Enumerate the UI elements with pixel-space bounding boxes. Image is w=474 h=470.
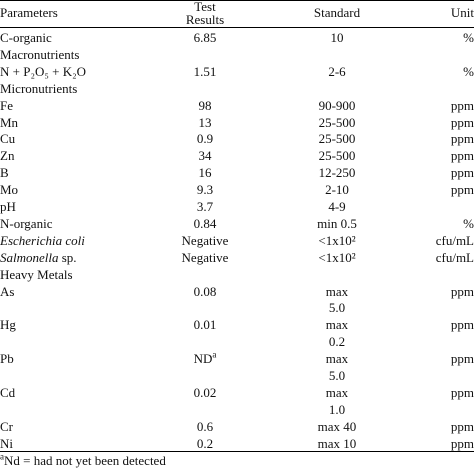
cell-test-result-value: 0.9 xyxy=(196,131,214,147)
table-row xyxy=(0,148,474,163)
cell-test-result xyxy=(136,284,274,299)
cell-test-result xyxy=(136,165,274,180)
cell-parameter: Ni xyxy=(0,435,13,451)
cell-standard: 25-500 xyxy=(318,131,356,147)
cell-standard: 10 xyxy=(330,30,344,45)
cell-standard: 25-500 xyxy=(318,148,356,164)
cell-unit: ppm xyxy=(450,131,474,147)
header-test-results xyxy=(136,0,274,26)
cell-parameter: Escherichia coli xyxy=(0,232,85,248)
cell-test-result-value: 16 xyxy=(198,165,212,181)
cell-standard: min 0.5 xyxy=(317,215,357,231)
cell-test-result-value: 98 xyxy=(198,97,212,113)
cell-parameter: Cu xyxy=(0,131,16,147)
table-row xyxy=(0,199,474,214)
cell-standard: 1.0 xyxy=(328,401,346,417)
cell-standard: 25-500 xyxy=(318,114,356,130)
cell-standard: max xyxy=(325,351,349,367)
cell-test-result-value: 0.84 xyxy=(193,215,217,231)
cell-unit: % xyxy=(463,63,474,79)
cell-test-result-value: 0.08 xyxy=(193,283,217,299)
cell-parameter: pH xyxy=(0,199,16,214)
table-row xyxy=(0,385,474,400)
cell-parameter: Heavy Metals xyxy=(0,266,73,282)
table-row xyxy=(0,300,474,315)
cell-standard: max 40 xyxy=(317,418,357,434)
footnote xyxy=(0,453,166,468)
cell-test-result xyxy=(136,30,274,45)
table-row xyxy=(0,165,474,180)
table-row xyxy=(0,334,474,349)
cell-test-result-value: 0.2 xyxy=(196,435,214,451)
cell-test-result xyxy=(136,148,274,163)
header-standard: Standard xyxy=(313,5,361,20)
cell-test-result-value: Negative xyxy=(181,249,229,265)
cell-unit: % xyxy=(463,30,474,45)
cell-parameter: B xyxy=(0,165,9,181)
cell-unit: ppm xyxy=(450,283,474,299)
cell-test-result-value: 34 xyxy=(198,148,212,164)
table-row xyxy=(0,182,474,197)
cell-standard: max xyxy=(325,384,349,400)
cell-standard: 5.0 xyxy=(328,300,346,316)
cell-unit: ppm xyxy=(450,384,474,400)
cell-parameter: Mn xyxy=(0,114,19,130)
cell-test-result-value: 0.02 xyxy=(193,384,217,400)
table-bottom-rule xyxy=(0,451,474,452)
cell-parameter xyxy=(0,250,77,265)
cell-standard: max 10 xyxy=(317,435,357,451)
cell-unit: ppm xyxy=(450,165,474,181)
cell-parameter: Cd xyxy=(0,384,16,400)
cell-test-result xyxy=(136,419,274,434)
cell-standard: max xyxy=(325,317,349,333)
cell-unit: ppm xyxy=(450,418,474,434)
cell-parameter: Pb xyxy=(0,351,14,367)
cell-test-result xyxy=(136,182,274,197)
cell-test-result xyxy=(136,131,274,146)
cell-test-result-value: 6.85 xyxy=(193,30,217,45)
cell-standard: max xyxy=(325,283,349,299)
table-row xyxy=(0,47,474,62)
cell-test-result-value: ND xyxy=(193,351,213,367)
cell-unit: cfu/mL xyxy=(435,232,474,248)
table-row xyxy=(0,115,474,130)
cell-test-result-value: 1.51 xyxy=(193,63,217,79)
cell-standard: <1x10² xyxy=(318,232,356,248)
table-row xyxy=(0,351,474,366)
cell-standard: 0.2 xyxy=(328,334,346,350)
cell-unit: cfu/mL xyxy=(435,249,474,265)
cell-unit: ppm xyxy=(450,148,474,164)
table-row xyxy=(0,81,474,96)
cell-parameter-italic: Salmonella xyxy=(0,249,59,265)
cell-parameter: Zn xyxy=(0,148,15,164)
cell-standard: 2-6 xyxy=(328,63,346,79)
cell-test-result xyxy=(136,233,274,248)
table-row xyxy=(0,284,474,299)
header-parameters: Parameters xyxy=(0,5,58,20)
cell-test-result-value: 0.6 xyxy=(196,418,214,434)
table-row xyxy=(0,250,474,265)
cell-test-result xyxy=(136,351,274,366)
table-row xyxy=(0,436,474,451)
cell-test-result xyxy=(136,385,274,400)
cell-parameter: As xyxy=(0,283,15,299)
cell-test-result-value: Negative xyxy=(181,232,229,248)
cell-test-result xyxy=(136,64,274,79)
cell-standard: 4-9 xyxy=(328,199,346,214)
header-test-results-line1: Test xyxy=(194,0,216,14)
cell-test-result xyxy=(136,250,274,265)
table-header xyxy=(0,0,474,26)
cell-standard: 5.0 xyxy=(328,368,346,383)
cell-test-result-value: 13 xyxy=(198,114,212,130)
cell-unit: ppm xyxy=(450,351,474,367)
header-test-results-line2: Results xyxy=(185,12,225,27)
cell-standard: 2-10 xyxy=(325,182,349,198)
cell-parameter: C-organic xyxy=(0,30,52,45)
cell-test-result-value: 3.7 xyxy=(196,199,214,214)
table-row xyxy=(0,131,474,146)
table-row xyxy=(0,64,474,79)
table-row xyxy=(0,30,474,45)
cell-unit: ppm xyxy=(450,114,474,130)
footnote-marker: a xyxy=(0,451,4,462)
cell-parameter: Macronutrients xyxy=(0,46,80,62)
cell-parameter: Cr xyxy=(0,418,13,434)
cell-parameter: N-organic xyxy=(0,215,53,231)
cell-standard: 12-250 xyxy=(318,165,356,181)
cell-test-result-value: 9.3 xyxy=(196,182,214,198)
cell-parameter: Hg xyxy=(0,317,16,333)
table-row xyxy=(0,216,474,231)
table-row xyxy=(0,419,474,434)
cell-test-result xyxy=(136,436,274,451)
cell-unit: % xyxy=(463,215,474,231)
cell-unit: ppm xyxy=(450,317,474,333)
cell-unit: ppm xyxy=(450,97,474,113)
cell-standard: 90-900 xyxy=(318,97,356,113)
cell-test-result-footnote-marker: a xyxy=(212,349,217,360)
cell-test-result xyxy=(136,317,274,332)
table-row xyxy=(0,98,474,113)
cell-test-result xyxy=(136,115,274,130)
cell-parameter: N + P₂O₅ + K₂O xyxy=(0,63,87,79)
cell-parameter: Mo xyxy=(0,182,19,198)
table-row xyxy=(0,267,474,282)
cell-parameter: Micronutrients xyxy=(0,80,78,96)
cell-standard: <1x10² xyxy=(318,249,356,265)
table-row xyxy=(0,402,474,417)
table-row xyxy=(0,317,474,332)
cell-parameter-suffix: sp. xyxy=(58,249,77,265)
header-bottom-rule xyxy=(0,27,474,28)
footnote-text: Nd = had not yet been detected xyxy=(4,453,166,468)
header-unit: Unit xyxy=(450,5,474,20)
cell-unit: ppm xyxy=(450,435,474,451)
cell-parameter: Fe xyxy=(0,97,13,113)
cell-test-result-value: 0.01 xyxy=(193,317,217,333)
table-row xyxy=(0,233,474,248)
cell-test-result xyxy=(136,98,274,113)
cell-test-result xyxy=(136,199,274,214)
cell-unit: ppm xyxy=(450,182,474,198)
cell-test-result xyxy=(136,216,274,231)
table-row xyxy=(0,368,474,383)
